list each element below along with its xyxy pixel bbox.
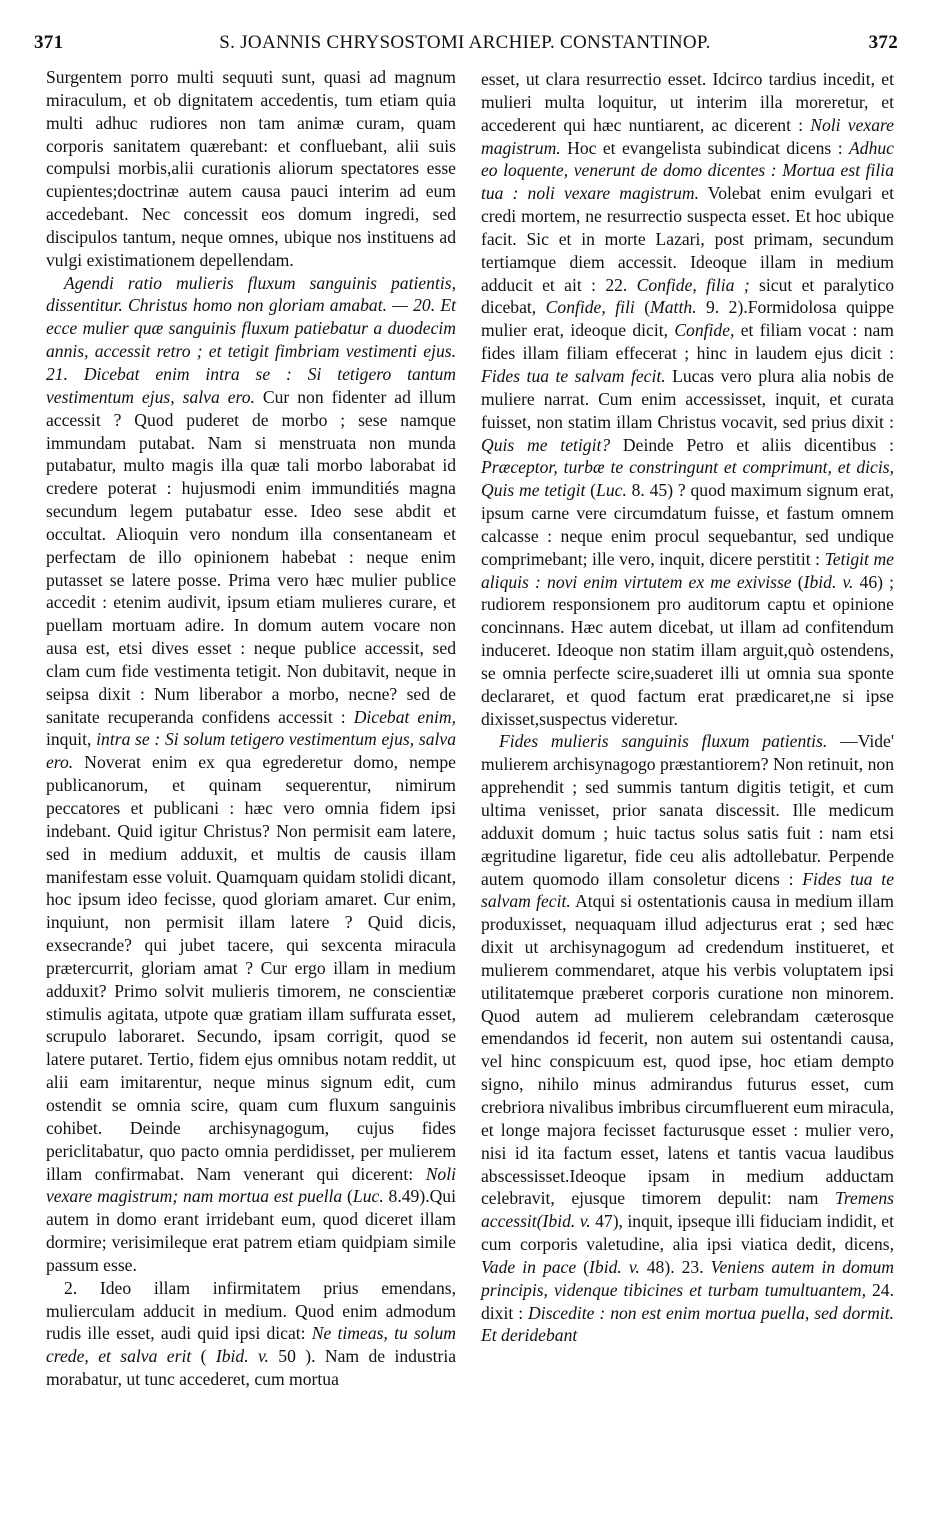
text-run: Deinde Petro et aliis dicentibus : [610,434,894,455]
italic-text: Tremens accessit(Ibid. v. [481,1188,894,1232]
italic-text: Quis me tetigit? [481,434,611,455]
text-run: 9. 2).Formidolosa quippe mulier erat, ideoque dicit, [481,297,895,341]
left-text-column [46,66,456,1391]
text-run: —Vide' mulierem archisynagogo præstantiorem? Non retinuit, non apprehendit ; sed summis tantum digitis tetigit, et cum ultima venisset, prior sanata discessit. Ille medicum adduxit domum ; huic tactus solus satis fuit : nam etsi ægritudine ligaretur, fide ceu alis adtollebatur. Perpende autem quomodo illam consoletur dicens : [481,731,895,889]
italic-text: Discedite : non est enim mortua puella, sed dormit. [528,1302,894,1323]
italic-text: Adhuc eo loquente, venerunt de domo dicentes : Mortua est filia tua : noli vexare magistrum. [481,137,894,204]
italic-text: intra se : Si solum tetigero vestimentum ejus, salva ero. [46,729,457,773]
italic-text: Vade in pace [481,1256,577,1277]
italic-text: Confide, [674,320,735,341]
italic-text: Agendi ratio mulieris fluxum sanguinis patientis, dissentitur. Christus homo non gloriam amabat. — 20. Et ecce mulier quæ sanguinis fluxum patiebatur a duodecim annis, accessit retro ; et tetigit fimbriam vestimenti ejus. 21. Dicebat enim intra se : Si tetigero tantum vestimentum ejus, salva ero. [46,272,456,407]
text-run: Hoc et evangelista subindicat dicens : [560,137,850,158]
text-run: Cur non fidenter ad illum accessit ? Quod puderet de morbo ; sese namque immundam putabat. Nam si menstruata non munda putabatur, multo magis illa quæ tali morbo laborabat id credere poterat : hujusmodi enim immunditiés magna secundum legem putabatur esse. Ideo sese abdit et occultat. Alioquin vero nondum illa consentaneam et perfectam de illo opinionem habebat : neque enim putasset se latere posse. Prima vero hæc mulier publice accedit : etenim audivit, ipsum etiam mulieres curare, et puellam mortuam adire. In domum autem vocare non ausa est, etsi dives esset : neque publice accessit, sed clam cum fide vestimenta tetigit. Non dubitavit, neque in seipsa dixit : Num liberabor a morbo, necne? sed de sanitate recuperanda confidens accessit : [46,386,456,727]
text-run: ( [191,1346,216,1367]
paragraph [481,730,894,1347]
text-run: 50 ). Nam de industria morabatur, ut tunc accederet, cum mortua [46,1346,457,1390]
text-run: ( [634,297,651,318]
paragraph [46,272,456,1277]
right-text-column [481,68,894,1347]
italic-text: Ne timeas, tu solum crede, et salva erit [46,1323,456,1367]
text-run: 2. Ideo illam infirmitatem prius emendans, mulierculam adducit in medium. Quod enim admodum rudis ille esset, audi quid ipsi dicat: [46,1277,456,1344]
page-number-right: 372 [868,32,898,53]
text-run: 46) ; rudiorem responsionem pro auditorum captu et opinione concinnans. Hæc autem dicebat, ut illam ad confitendum induceret. Ideoque non statim illam arguit,quò ostendens, se omnia perfecte scire,suaderet illi ut omnia sua sponte declararet, et quod factum erat prædicaret,ne si ipse dixisset,suspectus videretur. [481,571,895,729]
text-run: 48). 23. [639,1256,711,1277]
page-number-left: 371 [34,32,64,53]
italic-text: Dicebat enim, [353,706,456,727]
italic-text: Ibid. v. [803,571,854,592]
paragraph [46,66,456,272]
text-run: inquit, [46,729,97,750]
italic-text: Fides tua te salvam fecit. [481,868,894,912]
paragraph [46,1277,456,1391]
italic-text: Fides mulieris sanguinis fluxum patientis. [499,731,828,752]
text-run: Lucas vero plura alia nobis de muliere narrat. Cum enim accessisset, inquit, et curata fuisset, non statim illam Christus vocavit, sed prius dixit : [481,365,894,432]
italic-text: Ibid. v. [589,1256,640,1277]
text-run: ( [342,1186,353,1207]
italic-text: Ibid. v. [215,1346,269,1367]
italic-text: Veniens autem in domum principis, videnque tibicines et turbam tumultuantem, [481,1256,894,1300]
italic-text: Et deridebant [481,1325,578,1346]
page-header [32,32,898,58]
text-run: ( [576,1256,590,1277]
italic-text: Matth. [650,297,697,318]
text-run: esset, ut clara resurrectio esset. Idcirco tardius incedit, et mulieri multa loquitur, ut interim illa moreretur, et accederent qui hæc nuntiarent, ac dicerent : [481,69,894,135]
text-run: 24. dixit : [481,1279,895,1323]
text-run: Volebat enim evulgari et credi mortem, ne resurrectio suspecta esset. Et hoc ubique facit. Sic et in morte Lazari, post primam, secundum tertiamque diem accessit. Ideoque illam in medium adducit et ait : 22. [481,183,894,295]
text-run: Surgentem porro multi sequuti sunt, quasi ad magnum miraculum, et ob dignitatem accedentis, tum etiam quia multi adhuc rudiores non tam animæ curam, quam corporis sanitatem quærebant: et confluebant, alii suis compulsi morbis,alii curationis aliorum spectatores esse cupientes;doctrinæ autem causa pauci interim ad eum accedebant. Nec concessit eos domum ingredi, sed discipulos tantum, neque omnes, ubique nos instituens ad vulgi existimationem depellendam. [46,67,456,270]
text-run: 8. 45) ? quod maximum signum erat, ipsum carne vere circumdatum fuisse, et fastum omnem calcasse : neque enim procul sequebantur, sed undique comprimebant; ille vero, inquit, dicere perstitit : [481,480,894,569]
text-run: 47), inquit, ipseque illi fiduciam indidit, et cum corporis valetudine, alia ipsi viatica dedit, dicens, [481,1211,894,1255]
italic-text: Noli vexare magistrum. [481,114,894,158]
italic-text: Tetigit me aliquis : novi enim virtutem ex me exivisse [481,548,894,592]
text-run: ( [791,571,804,592]
paragraph [481,68,894,730]
italic-text: Præceptor, turbæ te constringunt et comprimunt, et dicis, Quis me tetigit [481,457,894,501]
text-run: et filiam vocat : nam fides illam filiam effecerat ; hinc in laudem ejus dicit : [481,320,894,364]
italic-text: Confide, fili [545,297,635,318]
text-run: Atqui si ostentationis causa in medium illam produxisset, nequaquam illud adjecturus erat ; sed hæc dixit ut archisynagogum ad credendum institueret, et mulierem commendaret, atque his verbis voluptatem ipsi utilitatemque præberet corporis curatione non minorem. Quod autem ad mulierem celebrandam cæterosque emendandos id fecerit, non autem sui ostentandi causa, vel hinc conspicuum est, quod ipse, hoc etiam dempto signo, nihilo minus admirandus futurus esset, cum crebriora nivalibus imbribus circumfluerent eum miracula, et longe majora fecisset facturusque esset : mulier vero, nisi id ita factum esset, latens et tantis vacua laudibus abscessisset.Ideoque ipsam in medium adductam celebravit, ejusque timorem depulit: nam [481,891,894,1209]
italic-text: Luc. [596,480,627,501]
italic-text: Noli vexare magistrum; nam mortua est puella [46,1163,456,1207]
text-run: ( [585,480,597,501]
running-title: S. JOANNIS CHRYSOSTOMI ARCHIEP. CONSTANTINOP. [219,32,711,53]
italic-text: Fides tua te salvam fecit. [481,365,666,386]
italic-text: Confide, filia ; [636,274,750,295]
text-run: sicut et paralytico dicebat, [481,274,894,318]
text-run: 8.49).Qui autem in domo erant irridebant eum, quod diceret illam dormire; verisimileque erat patrem etiam quidpiam simile passum esse. [46,1186,456,1275]
text-run: Noverat enim ex qua egrederetur domo, nempe publicanorum, et quinam sequerentur, nimirum peccatores et publicani : hæc vero omnia fidem ipsi indebant. Quid igitur Christus? Non permisit eam latere, sed in medium adduxit, et multis de causis illam manifestam esse voluit. Quamquam quidam stolidi dicant, hoc ipsum ideo fecisse, quod gloriam amaret. Cur enim, inquiunt, non permisit illam latere ? Quid dicis, exsecrande? qui jubet tacere, qui sexcenta miracula prætercurrit, gloriam amat ? Cur ergo illam in medium adduxit? Primo solvit mulieris timorem, ne conscientiæ stimulis agitata, utpote quæ gratiam illam suffurata esset, scrupulo laboraret. Secundo, ipsam corrigit, quod se latere putaret. Tertio, fidem ejus omnibus notam reddit, ut alii eam imitarentur, neque minus signum edit, cum ostendit se omnia scire, quam cum fluxum sanguinis cohibet. Deinde archisynagogum, cujus fides periclitabatur, quo pacto omnia perdidisset, per mulierem illam confirmabat. Nam venerant qui dicerent: [46,752,456,1184]
italic-text: Luc. [352,1186,384,1207]
